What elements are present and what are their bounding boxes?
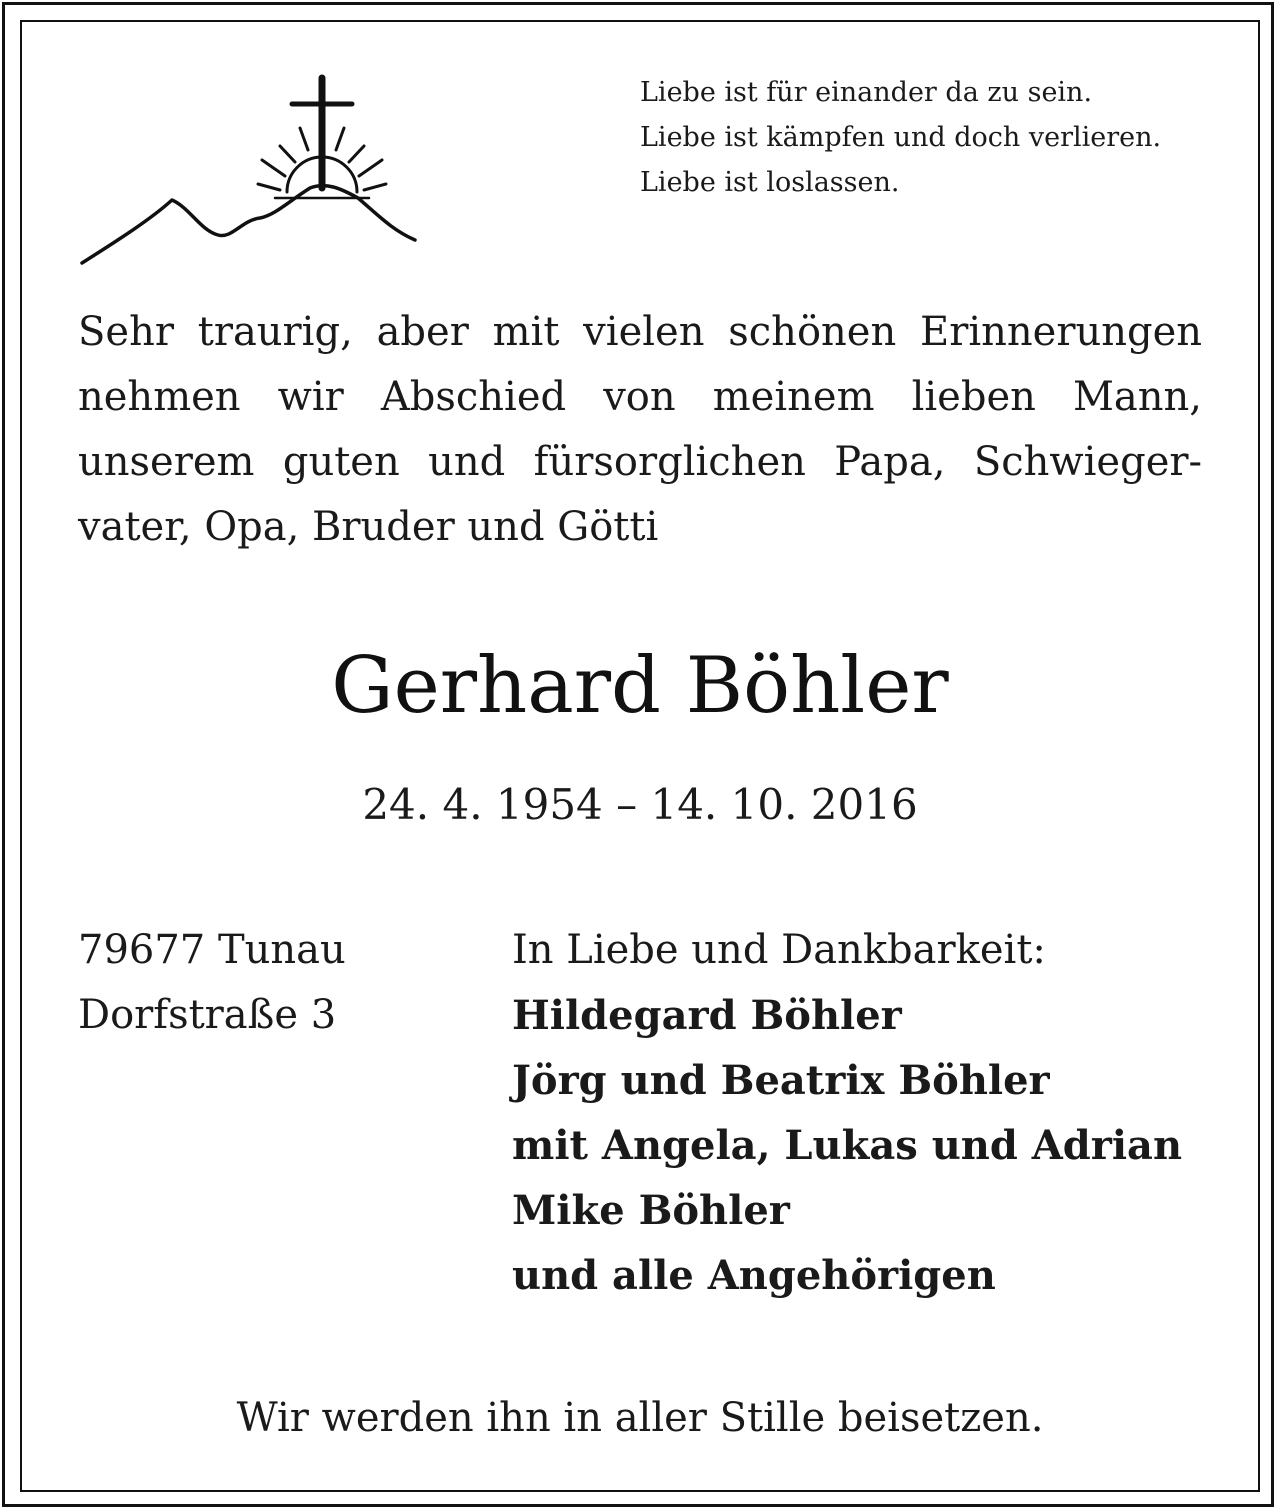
- cross-mountain-sun-icon: [70, 70, 430, 275]
- quote-line: Liebe ist für einander da zu sein.: [640, 77, 1093, 108]
- family-member: mit Angela, Lukas und Adrian: [512, 1122, 1183, 1169]
- deceased-name: Gerhard Böhler: [331, 641, 949, 731]
- intro-line: Sehr traurig, aber mit vielen schönen Erinnerungen: [78, 309, 1202, 355]
- intro-line: unserem guten und fürsorglichen Papa, Schwieger-: [78, 439, 1202, 485]
- intro-line: nehmen wir Abschied von meinem lieben Mann,: [78, 374, 1202, 420]
- family-member: Hildegard Böhler: [512, 992, 902, 1039]
- family-member: Mike Böhler: [512, 1187, 790, 1234]
- closing-note: Wir werden ihn in aller Stille beisetzen.: [236, 1395, 1044, 1441]
- family-heading: In Liebe und Dankbarkeit:: [512, 927, 1046, 973]
- intro-line: vater, Opa, Bruder und Götti: [78, 504, 659, 550]
- family-member: Jörg und Beatrix Böhler: [512, 1057, 1050, 1104]
- address-block: [78, 918, 478, 1048]
- family-block: [512, 918, 1232, 1308]
- quote-line: Liebe ist loslassen.: [640, 167, 900, 198]
- address-street: Dorfstraße 3: [78, 992, 337, 1038]
- life-dates: 24. 4. 1954 – 14. 10. 2016: [362, 780, 918, 829]
- quote-line: Liebe ist kämpfen und doch verlieren.: [640, 122, 1162, 153]
- intro-text: [78, 300, 1202, 560]
- family-member: und alle Angehörigen: [512, 1252, 996, 1299]
- address-city: 79677 Tunau: [78, 927, 346, 973]
- quote-block: [640, 70, 1220, 205]
